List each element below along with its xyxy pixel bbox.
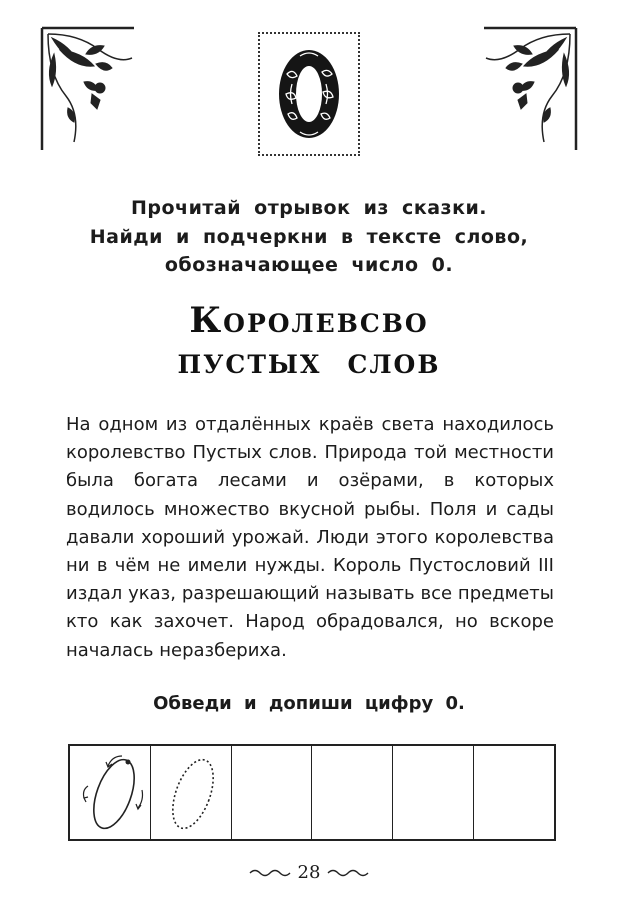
ornament-corner-left [38,24,138,154]
tracing-cell-empty[interactable] [312,746,393,839]
instruction-line-3: обозначающее число 0. [164,254,454,276]
tracing-task-label: Обведи и допиши цифру 0. [153,693,465,714]
story-title-line-2: пустых слов [177,341,441,382]
tracing-cell-dotted[interactable] [151,746,232,839]
page-footer [0,862,618,883]
wave-divider-left-icon [248,867,292,879]
decorated-zero-icon [260,34,358,154]
tracing-cell-empty[interactable] [474,746,554,839]
ornament-corner-right [480,24,580,154]
story-text: На одном из отдалённых краёв света находилось королевство Пустых слов. Природа той местности была богата лесами и озёрами, в которых водилось множество вкусной рыбы. Поля и сады давали хороший урожай. Люди этого королевства ни в чём не имели нужды. Король Пустословий III издал указ, разрешающий называть все предметы кто как захочет. Народ обрадовался, но вскоре началась неразбериха. [66,414,554,661]
page-number: 28 [297,862,321,883]
zero-dotted-guide-icon [151,746,233,839]
instruction-line-2: Найди и подчеркни в тексте слово, [89,226,529,248]
tracing-cell-empty[interactable] [393,746,474,839]
instruction-line-1: Прочитай отрывок из сказки. [130,197,488,219]
wave-divider-right-icon [326,867,370,879]
story-title-line-1: Королевсво [189,300,429,341]
tracing-cell-empty[interactable] [232,746,313,839]
tracing-cell-example [70,746,151,839]
tracing-practice-grid [68,744,556,841]
decorated-digit-frame [258,32,360,156]
zero-stroke-example-icon [70,746,152,839]
